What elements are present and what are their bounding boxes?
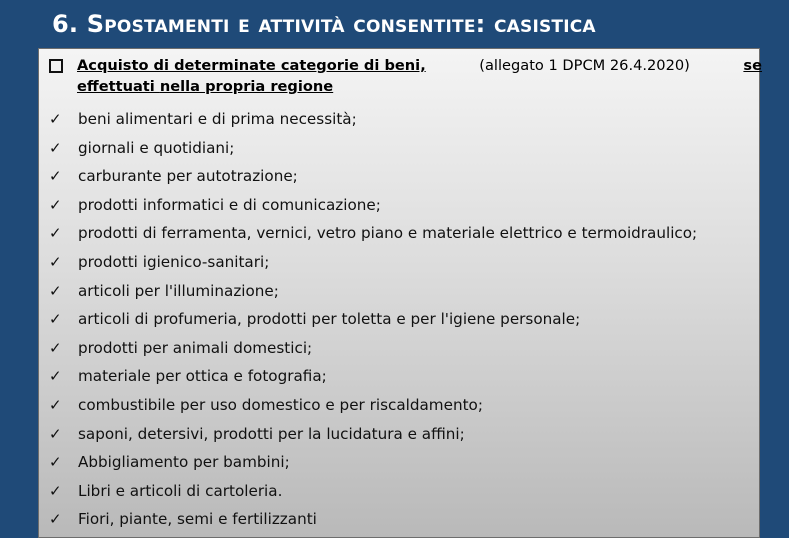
list-item-text: prodotti per animali domestici;: [78, 338, 313, 357]
check-icon: ✓: [49, 338, 62, 357]
check-icon: ✓: [49, 195, 62, 214]
checkbox-square-icon: [49, 59, 63, 73]
check-icon: ✓: [49, 481, 62, 500]
list-item-text: articoli di profumeria, prodotti per toletta e per l'igiene personale;: [78, 310, 581, 329]
check-icon: ✓: [49, 510, 62, 529]
list-item: [49, 105, 754, 134]
list-item-text: beni alimentari e di prima necessità;: [78, 110, 357, 128]
header-end-part: se: [743, 57, 762, 74]
list-item-text: saponi, detersivi, prodotti per la lucidatura e affini;: [78, 424, 465, 443]
list-item: [49, 134, 754, 163]
list-item: [49, 334, 754, 363]
list-item: [49, 305, 754, 334]
header-row: [49, 55, 762, 99]
list-item: [49, 219, 754, 248]
header-normal-part: (allegato 1 DPCM 26.4.2020): [479, 57, 690, 74]
check-icon: ✓: [49, 224, 62, 243]
list-item: [49, 391, 754, 420]
header-text: [77, 55, 762, 97]
check-icon: ✓: [49, 367, 62, 386]
list-item-text: prodotti informatici e di comunicazione;: [78, 195, 381, 214]
check-icon: ✓: [49, 252, 62, 271]
content-box: [38, 48, 760, 538]
list-item-text: carburante per autotrazione;: [78, 167, 298, 186]
list-item-text: giornali e quotidiani;: [78, 138, 235, 157]
list-item-text: Fiori, piante, semi e fertilizzanti: [78, 510, 317, 529]
list-item: [49, 362, 754, 391]
check-icon: ✓: [49, 395, 62, 414]
check-icon: ✓: [49, 424, 62, 443]
list-item: [49, 277, 754, 306]
list-item: [49, 248, 754, 277]
items-list: [49, 105, 754, 534]
list-item-text: prodotti igienico-sanitari;: [78, 252, 270, 271]
list-item-text: materiale per ottica e fotografia;: [78, 367, 327, 386]
header-line-1: [77, 55, 762, 76]
list-item-text: prodotti di ferramenta, vernici, vetro piano e materiale elettrico e termoidraulico;: [78, 224, 698, 243]
list-item: [49, 191, 754, 220]
check-icon: ✓: [49, 453, 62, 472]
list-item: [49, 420, 754, 449]
check-icon: ✓: [49, 167, 62, 186]
list-item: [49, 162, 754, 191]
list-item-text: combustibile per uso domestico e per riscaldamento;: [78, 395, 483, 414]
slide-title: 6. Spostamenti e attività consentite: casistica: [52, 10, 596, 38]
list-item-text: Libri e articoli di cartoleria.: [78, 481, 283, 500]
list-item: [49, 505, 754, 534]
check-icon: ✓: [49, 281, 62, 300]
list-item: [49, 448, 754, 477]
check-icon: ✓: [49, 138, 62, 157]
header-line-2: [77, 76, 762, 97]
header-line2-underlined: nella propria regione: [159, 78, 334, 95]
list-item-text: articoli per l'illuminazione;: [78, 281, 279, 300]
check-icon: ✓: [49, 110, 62, 128]
header-line2-plain: effettuati: [77, 78, 160, 95]
list-item: [49, 477, 754, 506]
check-icon: ✓: [49, 310, 62, 329]
list-item-text: Abbigliamento per bambini;: [78, 453, 290, 472]
header-bold-part: Acquisto di determinate categorie di beni,: [77, 57, 426, 74]
